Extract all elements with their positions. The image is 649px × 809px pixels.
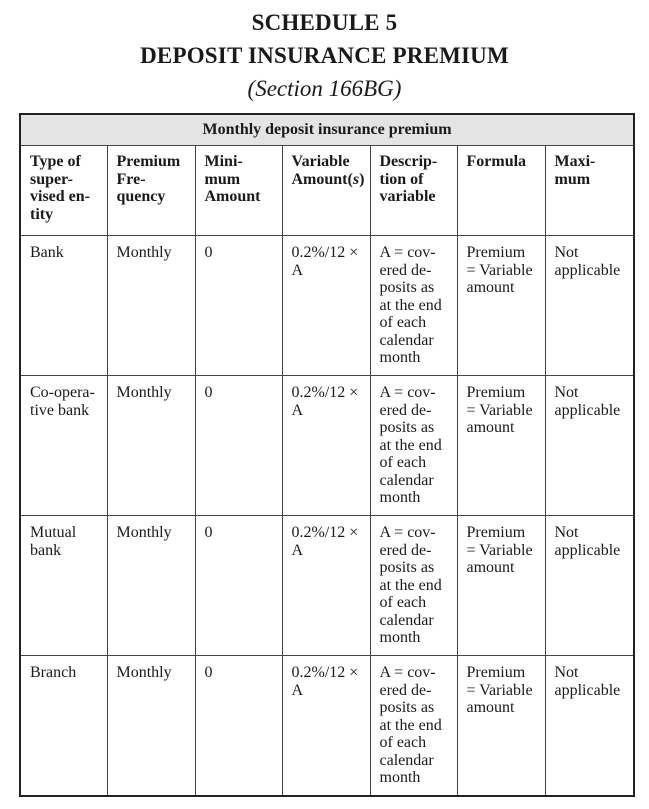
cell-line: Not — [554, 244, 579, 261]
cell-line: month — [379, 769, 421, 786]
header-premium-frequency — [107, 146, 195, 236]
cell-minimum-amount: 0 — [195, 656, 282, 797]
header-line: vised en- — [30, 188, 90, 205]
cell-line: A — [291, 261, 304, 279]
cell-line: A = cov- — [379, 384, 436, 401]
header-entity-type — [20, 146, 107, 236]
cell-line: Premium — [466, 244, 526, 261]
header-line: Premium — [116, 153, 181, 170]
cell-line: A = cov- — [379, 524, 436, 541]
cell-line: at the end — [379, 716, 442, 734]
header-line: Maxi- — [554, 153, 596, 170]
header-line: quency — [116, 188, 166, 205]
header-line: Type of — [30, 153, 81, 170]
cell-variable-description — [370, 376, 457, 516]
cell-line: A — [291, 401, 304, 419]
header-variable-amount — [282, 146, 370, 236]
cell-line: 0.2%/12 × — [291, 664, 359, 681]
cell-line: applicable — [554, 261, 621, 279]
cell-line: Not — [554, 664, 579, 681]
cell-line: Premium — [466, 664, 526, 681]
cell-line: Premium — [466, 524, 526, 541]
cell-line: calendar — [379, 471, 434, 489]
cell-formula — [457, 516, 545, 656]
cell-line: Premium — [466, 384, 526, 401]
cell-premium-frequency: Monthly — [107, 376, 195, 516]
header-minimum-amount — [195, 146, 282, 236]
cell-line: 0.2%/12 × — [291, 384, 359, 401]
schedule-subtitle: DEPOSIT INSURANCE PREMIUM — [140, 43, 509, 68]
cell-maximum — [545, 656, 634, 797]
cell-line: applicable — [554, 401, 621, 419]
schedule-title: SCHEDULE 5 — [251, 10, 398, 35]
cell-variable-amount — [282, 516, 370, 656]
section-reference: (Section 166BG) — [247, 76, 402, 101]
cell-entity-type — [20, 656, 107, 797]
cell-line: of each — [379, 734, 427, 751]
cell-variable-description — [370, 516, 457, 656]
cell-entity-type — [20, 236, 107, 376]
cell-variable-amount — [282, 236, 370, 376]
cell-line: ered de- — [379, 541, 432, 559]
cell-premium-frequency: Monthly — [107, 236, 195, 376]
table-row — [20, 376, 634, 516]
cell-line: amount — [466, 419, 515, 436]
header-line: tity — [30, 205, 54, 223]
cell-line: applicable — [554, 541, 621, 559]
cell-line: = Variable — [466, 681, 533, 699]
cell-line: posits as — [379, 559, 435, 576]
cell-entity-type — [20, 516, 107, 656]
cell-maximum — [545, 236, 634, 376]
table-caption: Monthly deposit insurance premium — [20, 114, 634, 146]
cell-formula — [457, 376, 545, 516]
header-line: mum — [204, 170, 241, 188]
cell-line: bank — [30, 541, 62, 559]
cell-line: of each — [379, 454, 427, 471]
cell-line: month — [379, 489, 421, 506]
cell-line: at the end — [379, 576, 442, 594]
cell-line: posits as — [379, 699, 435, 716]
cell-line: A — [291, 541, 304, 559]
cell-premium-frequency: Monthly — [107, 516, 195, 656]
cell-line: of each — [379, 594, 427, 611]
header-maximum — [545, 146, 634, 236]
cell-line: ered de- — [379, 681, 432, 699]
cell-line: tive bank — [30, 401, 90, 419]
cell-line: amount — [466, 279, 515, 296]
cell-line: calendar — [379, 611, 434, 629]
header-line: super- — [30, 170, 73, 188]
header-line: Mini- — [204, 153, 243, 170]
table-row — [20, 516, 634, 656]
cell-variable-amount — [282, 656, 370, 797]
cell-line: amount — [466, 699, 515, 716]
header-line: Variable — [291, 153, 350, 170]
cell-line: amount — [466, 559, 515, 576]
cell-line: = Variable — [466, 541, 533, 559]
cell-line: = Variable — [466, 261, 533, 279]
cell-maximum — [545, 516, 634, 656]
cell-minimum-amount: 0 — [195, 516, 282, 656]
header-line: Descrip- — [379, 153, 438, 170]
cell-variable-description — [370, 236, 457, 376]
cell-minimum-amount: 0 — [195, 236, 282, 376]
cell-line: ered de- — [379, 261, 432, 279]
table-caption-row — [20, 114, 634, 146]
cell-line: at the end — [379, 296, 442, 314]
cell-line: Mutual — [30, 524, 77, 541]
header-line: Amount — [204, 188, 261, 205]
cell-maximum — [545, 376, 634, 516]
header-line: variable — [379, 188, 436, 205]
cell-line: A = cov- — [379, 664, 436, 681]
table-header-row — [20, 146, 634, 236]
header-formula — [457, 146, 545, 236]
cell-line: 0.2%/12 × — [291, 244, 359, 261]
cell-line: of each — [379, 314, 427, 331]
premium-table — [19, 113, 635, 797]
cell-line: 0.2%/12 × — [291, 524, 359, 541]
cell-minimum-amount: 0 — [195, 376, 282, 516]
cell-line: = Variable — [466, 401, 533, 419]
header-line: Formula — [466, 153, 527, 170]
cell-line: calendar — [379, 751, 434, 769]
cell-line: Not — [554, 384, 579, 401]
italic-s: s — [352, 170, 360, 188]
header-line: mum — [554, 170, 591, 188]
cell-line: Co-opera- — [30, 384, 95, 401]
table-body — [20, 236, 634, 797]
cell-line: A = cov- — [379, 244, 436, 261]
cell-line: ered de- — [379, 401, 432, 419]
cell-line: posits as — [379, 279, 435, 296]
cell-line: month — [379, 349, 421, 366]
cell-line: at the end — [379, 436, 442, 454]
cell-formula — [457, 236, 545, 376]
header-line: Amount(s) — [291, 170, 365, 188]
cell-premium-frequency: Monthly — [107, 656, 195, 797]
header-line: Fre- — [116, 170, 146, 188]
cell-line: applicable — [554, 681, 621, 699]
cell-line: Branch — [30, 664, 77, 681]
cell-line: calendar — [379, 331, 434, 349]
cell-variable-description — [370, 656, 457, 797]
table-row — [20, 236, 634, 376]
cell-line: Bank — [30, 244, 64, 261]
cell-line: A — [291, 681, 304, 699]
cell-entity-type — [20, 376, 107, 516]
cell-variable-amount — [282, 376, 370, 516]
cell-line: Not — [554, 524, 579, 541]
header-variable-description — [370, 146, 457, 236]
cell-line: posits as — [379, 419, 435, 436]
table-row — [20, 656, 634, 797]
cell-line: month — [379, 629, 421, 646]
header-line: tion of — [379, 170, 424, 188]
cell-formula — [457, 656, 545, 797]
